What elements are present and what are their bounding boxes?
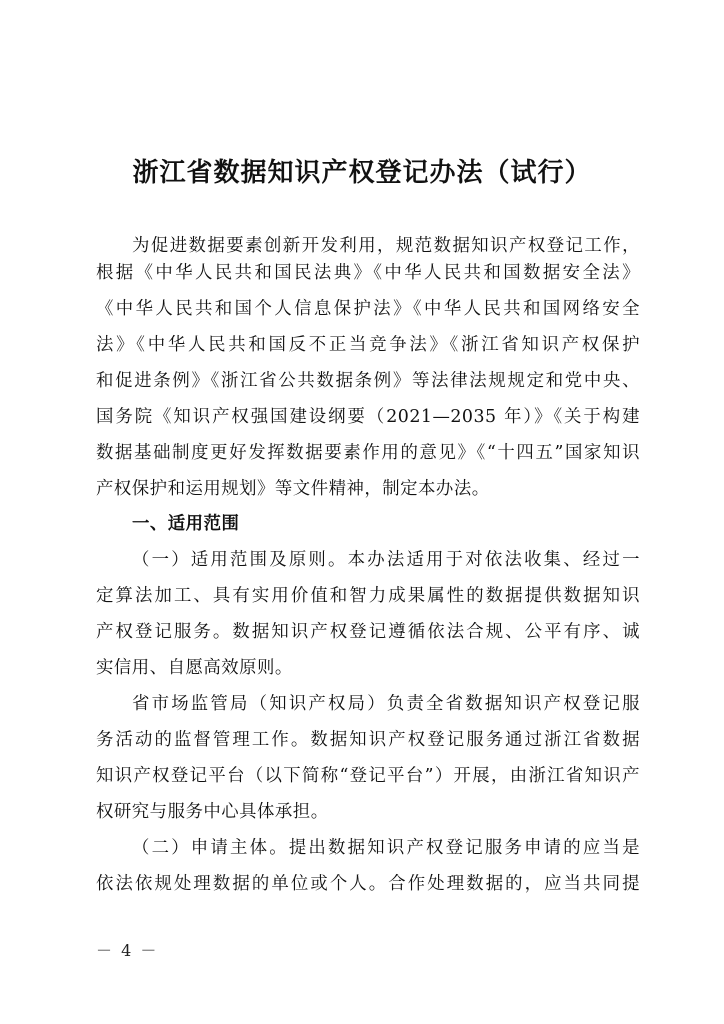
paragraph-line: 省市场监管局（知识产权局）负责全省数据知识产权登记服 [132, 694, 640, 714]
paragraph-line: 法》《中华人民共和国反不正当竞争法》《浙江省知识产权保护 [96, 335, 640, 355]
paragraph-line: 为促进数据要素创新开发利用，规范数据知识产权登记工作， [132, 236, 640, 256]
section-heading: 一、适用范围 [132, 514, 240, 534]
paragraph-line: 产权登记服务。数据知识产权登记遵循依法合规、公平有序、诚 [96, 622, 640, 642]
paragraph-line: 知识产权登记平台（以下简称“登记平台”）开展，由浙江省知识产 [96, 766, 640, 786]
paragraph-line: 依法依规处理数据的单位或个人。合作处理数据的，应当共同提 [96, 874, 640, 894]
paragraph-line: 根据《中华人民共和国民法典》《中华人民共和国数据安全法》 [96, 263, 640, 283]
paragraph-line: 定算法加工、具有实用价值和智力成果属性的数据提供数据知识 [96, 586, 640, 606]
paragraph-line: 实信用、自愿高效原则。 [96, 658, 293, 678]
paragraph-line: （二）申请主体。提出数据知识产权登记服务申请的应当是 [132, 838, 640, 858]
paragraph-line: 务活动的监督管理工作。数据知识产权登记服务通过浙江省数据 [96, 730, 640, 750]
paragraph-line: 和促进条例》《浙江省公共数据条例》等法律法规规定和党中央、 [96, 371, 640, 391]
paragraph-line: 国务院《知识产权强国建设纲要（2021—2035 年）》《关于构建 [96, 407, 640, 427]
paragraph-line: 数据基础制度更好发挥数据要素作用的意见》《“十四五”国家知识 [96, 443, 640, 463]
page-number: － 4 － [96, 941, 159, 960]
paragraph-line: 《中华人民共和国个人信息保护法》《中华人民共和国网络安全 [96, 299, 640, 319]
paragraph-line: 权研究与服务中心具体承担。 [96, 802, 329, 822]
paragraph-line: （一）适用范围及原则。本办法适用于对依法收集、经过一 [132, 550, 640, 570]
document-title: 浙江省数据知识产权登记办法（试行） [132, 158, 592, 188]
paragraph-line: 产权保护和运用规划》等文件精神，制定本办法。 [96, 479, 490, 499]
